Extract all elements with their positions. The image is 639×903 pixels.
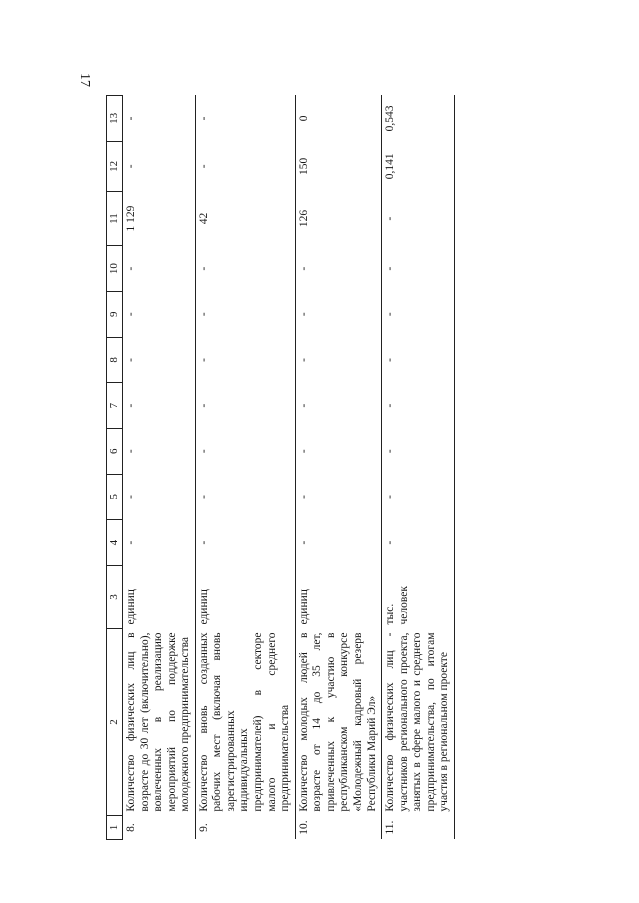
- row-description: Количество вновь созданных рабочих мест (включая вновь зарегистрированных индивидуальных предпринимателей) в секторе малого и среднего предпринимательства: [195, 629, 295, 816]
- row-value: -: [122, 246, 195, 292]
- row-value: -: [382, 474, 455, 520]
- row-value: 0: [295, 96, 381, 142]
- page-number: 17: [77, 73, 92, 87]
- header-cell: 1: [107, 816, 123, 840]
- row-value: -: [195, 141, 295, 191]
- row-value: -: [295, 428, 381, 474]
- table-row: [295, 96, 381, 840]
- header-cell: 7: [107, 383, 123, 429]
- row-value: -: [295, 474, 381, 520]
- header-cell: 8: [107, 337, 123, 383]
- row-value: 1 129: [122, 191, 195, 245]
- row-value: -: [195, 474, 295, 520]
- row-value: -: [295, 383, 381, 429]
- header-cell: 9: [107, 291, 123, 337]
- row-value: -: [295, 291, 381, 337]
- row-value: -: [122, 141, 195, 191]
- header-cell: 5: [107, 474, 123, 520]
- row-value: -: [382, 428, 455, 474]
- row-number: 8.: [122, 816, 195, 840]
- table-row: [195, 96, 295, 840]
- row-value: -: [382, 246, 455, 292]
- row-value: 42: [195, 191, 295, 245]
- row-value: -: [295, 520, 381, 566]
- row-value: -: [382, 337, 455, 383]
- row-unit: единиц: [122, 565, 195, 628]
- indicators-table: [106, 95, 455, 840]
- row-value: -: [195, 428, 295, 474]
- header-cell: 10: [107, 246, 123, 292]
- row-value: -: [122, 291, 195, 337]
- header-cell: 11: [107, 191, 123, 245]
- row-value: -: [195, 96, 295, 142]
- row-value: -: [295, 246, 381, 292]
- rotated-table-wrapper: [106, 95, 596, 840]
- row-value: -: [122, 383, 195, 429]
- row-value: -: [382, 191, 455, 245]
- row-value: 0,543: [382, 96, 455, 142]
- row-value: -: [122, 428, 195, 474]
- row-value: -: [122, 520, 195, 566]
- row-value: -: [122, 474, 195, 520]
- row-value: -: [122, 96, 195, 142]
- row-value: -: [195, 246, 295, 292]
- header-cell: 6: [107, 428, 123, 474]
- row-value: -: [195, 291, 295, 337]
- row-number: 11.: [382, 816, 455, 840]
- row-value: -: [382, 383, 455, 429]
- table-row: [382, 96, 455, 840]
- row-description: Количество молодых людей в возрасте от 14 до 35 лет, привлеченных к участию в республиканском конкурсе «Молодежный кадровый резерв Республики Марий Эл»: [295, 629, 381, 816]
- row-unit: тыс. человек: [382, 565, 455, 628]
- header-row: [107, 96, 123, 840]
- row-number: 10.: [295, 816, 381, 840]
- row-value: -: [295, 337, 381, 383]
- header-cell: 4: [107, 520, 123, 566]
- row-value: -: [122, 337, 195, 383]
- row-value: 126: [295, 191, 381, 245]
- header-cell: 13: [107, 96, 123, 142]
- row-value: -: [195, 520, 295, 566]
- header-cell: 12: [107, 141, 123, 191]
- table-row: [122, 96, 195, 840]
- row-value: -: [195, 337, 295, 383]
- row-value: -: [382, 520, 455, 566]
- row-description: Количество физических лиц - участников регионального проекта, занятых в сфере малого и среднего предпринимательства, по итогам участия в региональном проекте: [382, 629, 455, 816]
- row-value: -: [382, 291, 455, 337]
- row-value: 150: [295, 141, 381, 191]
- row-value: 0,141: [382, 141, 455, 191]
- row-number: 9.: [195, 816, 295, 840]
- row-description: Количество физических лиц в возрасте до 30 лет (включительно), вовлеченных в реализацию мероприятий по поддержке молодежного предпринимательства: [122, 629, 195, 816]
- row-unit: единиц: [195, 565, 295, 628]
- row-unit: единиц: [295, 565, 381, 628]
- row-value: -: [195, 383, 295, 429]
- header-cell: 2: [107, 629, 123, 816]
- header-cell: 3: [107, 565, 123, 628]
